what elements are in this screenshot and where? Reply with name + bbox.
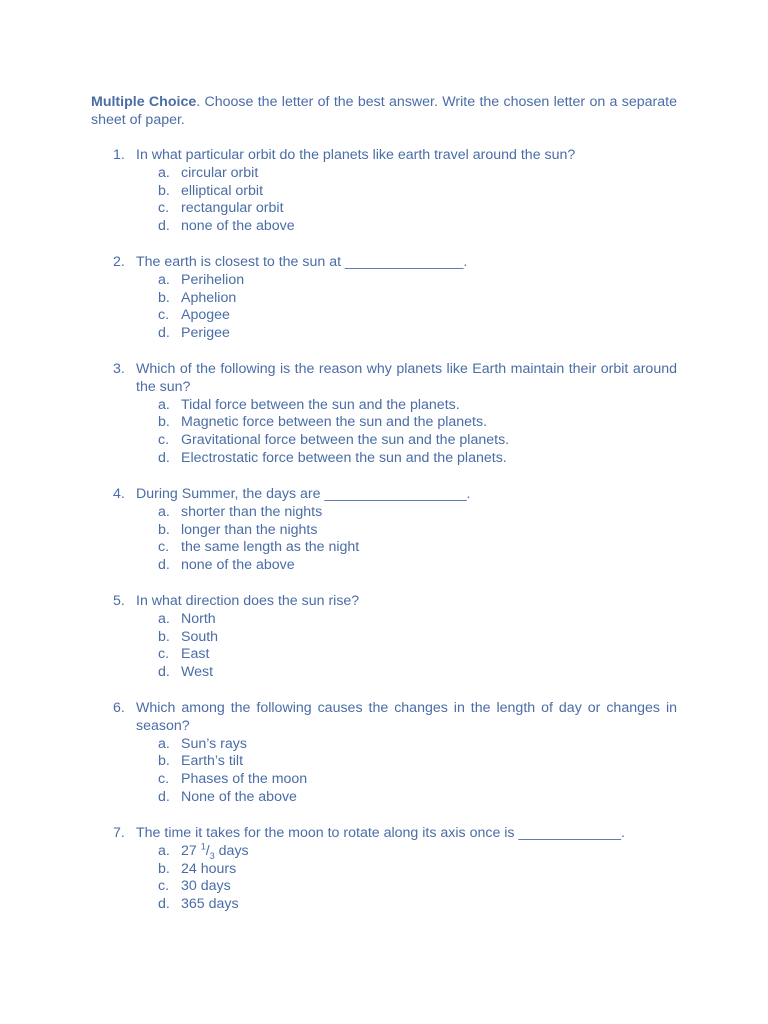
option-a: a. Sun’s rays [158,735,247,752]
instructions-heading: Multiple Choice [91,94,197,110]
option-a: a. Perihelion [158,271,245,288]
question-4 [91,486,677,575]
question-text: In what particular orbit do the planets like earth travel around the sun? [136,147,576,163]
instructions-text: . Choose the letter of the best answer. Write the chosen letter on a separate sheet of paper. [91,94,677,128]
option-d: d. None of the above [158,788,297,805]
question-number: 7. [113,825,125,841]
option-c: c. Phases of the moon [158,771,308,788]
question-text: The earth is closest to the sun at _______________. [136,254,468,270]
question-number: 6. [113,700,125,716]
question-2 [91,254,677,343]
instructions [91,94,677,130]
option-c: c. rectangular orbit [158,200,284,217]
option-b: b. Aphelion [158,289,237,306]
option-b: b. elliptical orbit [158,182,264,199]
option-c: c. Apogee [158,307,230,324]
option-a: a. shorter than the nights [158,503,323,520]
question-1 [91,147,677,236]
option-a: a. North [158,610,216,627]
question-text: The time it takes for the moon to rotate along its axis once is _____________. [136,825,625,841]
option-d: d. none of the above [158,218,295,235]
option-b: b. longer than the nights [158,521,318,538]
option-b: b. Earth’s tilt [158,753,244,770]
option-a: a. circular orbit [158,164,259,181]
question-number: 4. [113,486,125,502]
question-text: In what direction does the sun rise? [136,593,360,609]
question-number: 2. [113,254,125,270]
option-d: d. Electrostatic force between the sun and the planets. [158,449,507,466]
question-text: Which of the following is the reason why planets like Earth maintain their orbit around the sun? [136,361,677,395]
option-c: c. Gravitational force between the sun and the planets. [158,432,510,449]
option-b: b. South [158,628,219,645]
question-number: 1. [113,147,125,163]
option-b: b. Magnetic force between the sun and the planets. [158,414,488,431]
question-number: 5. [113,593,125,609]
option-c: c. East [158,646,210,663]
option-a: a. 27 $^1/_3$ days [158,841,249,861]
option-d: d. 365 days [158,896,239,913]
option-d: d. West [158,664,214,681]
question-3 [91,361,677,468]
option-d: d. none of the above [158,557,295,574]
option-c: c. the same length as the night [158,539,360,556]
question-text: Which among the following causes the changes in the length of day or changes in season? [136,700,677,734]
option-d: d. Perigee [158,325,230,342]
question-text: During Summer, the days are __________________. [136,486,471,502]
question-5 [91,593,677,682]
option-c: c. 30 days [158,878,231,895]
question-7 [91,825,677,914]
question-number: 3. [113,361,125,377]
option-b: b. 24 hours [158,860,237,877]
option-a: a. Tidal force between the sun and the planets. [158,396,460,413]
question-6 [91,700,677,807]
